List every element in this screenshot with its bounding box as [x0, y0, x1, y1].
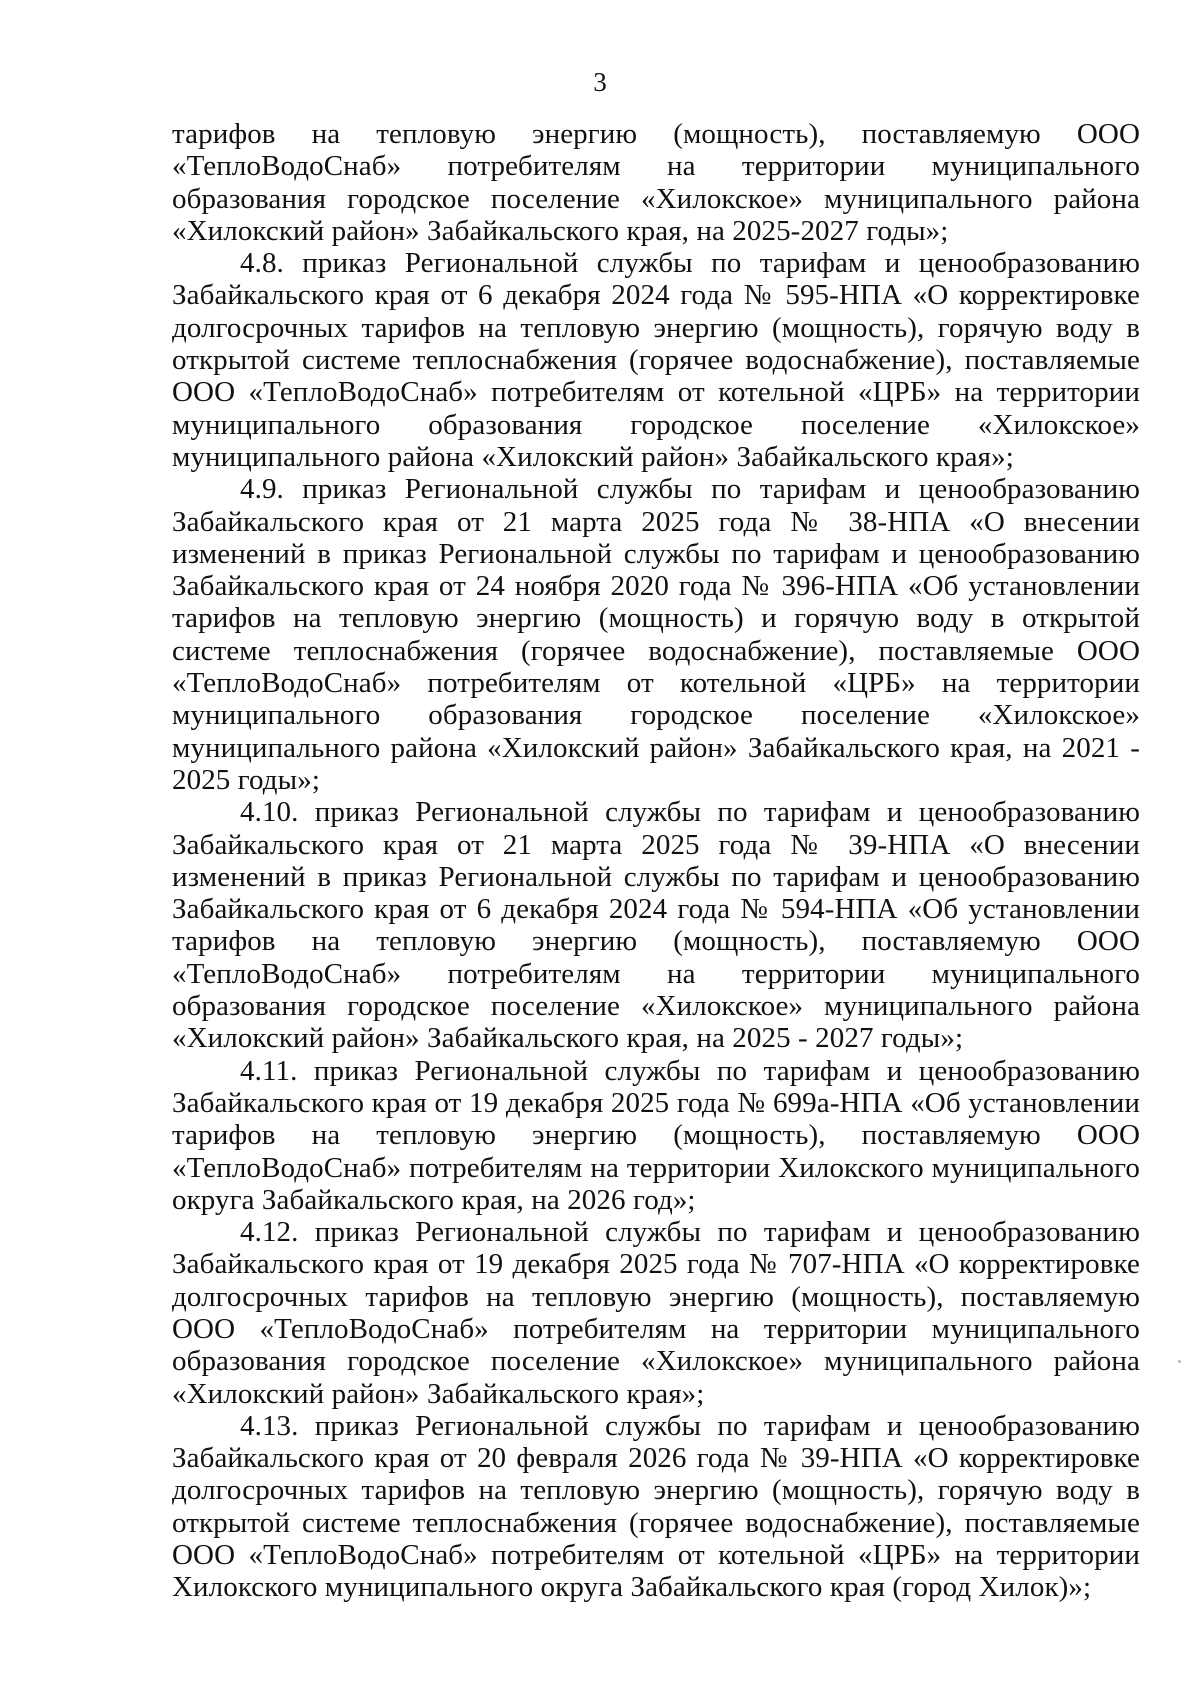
paragraph-item-4-13: 4.13. приказ Региональной службы по тарифам и ценообразованию Забайкальского края от 20 февраля 2026 года № 39-НПА «О корректировке долгосрочных тарифов на тепловую энергию (мощность), горячую воду в открытой системе теплоснабжения (горячее водоснабжение), поставляемые ООО «ТеплоВодоСнаб» потребителям от котельной «ЦРБ» на территории Хилокского муниципального округа Забайкальского края (город Хилок)»; — [172, 1409, 1140, 1604]
paragraph-continuation: тарифов на тепловую энергию (мощность), поставляемую ООО «ТеплоВодоСнаб» потребителям на территории муниципального образования городское поселение «Хилокское» муниципального района «Хилокский район» Забайкальского края, на 2025-2027 годы»; — [172, 118, 1140, 247]
paragraph-item-4-12: 4.12. приказ Региональной службы по тарифам и ценообразованию Забайкальского края от 19 декабря 2025 года № 707-НПА «О корректировке долгосрочных тарифов на тепловую энергию (мощность), поставляемую ООО «ТеплоВодоСнаб» потребителям на территории муниципального образования городское поселение «Хилокское» муниципального района «Хилокский район» Забайкальского края»; — [172, 1216, 1140, 1410]
page-number: 3 — [593, 67, 607, 97]
paragraph-item-4-10: 4.10. приказ Региональной службы по тарифам и ценообразованию Забайкальского края от 21 марта 2025 года № 39-НПА «О внесении изменений в приказ Региональной службы по тарифам и ценообразованию Забайкальского края от 6 декабря 2024 года № 594-НПА «Об установлении тарифов на тепловую энергию (мощность), поставляемую ООО «ТеплоВодоСнаб» потребителям на территории муниципального образования городское поселение «Хилокское» муниципального района «Хилокский район» Забайкальского края, на 2025 - 2027 годы»; — [172, 796, 1140, 1055]
paragraph-item-4-11: 4.11. приказ Региональной службы по тарифам и ценообразованию Забайкальского края от 19 декабря 2025 года № 699а-НПА «Об установлении тарифов на тепловую энергию (мощность), поставляемую ООО «ТеплоВодоСнаб» потребителям на территории Хилокского муниципального округа Забайкальского края, на 2026 год»; — [172, 1054, 1140, 1216]
paragraph-item-4-9: 4.9. приказ Региональной службы по тарифам и ценообразованию Забайкальского края от 21 марта 2025 года № 38-НПА «О внесении изменений в приказ Региональной службы по тарифам и ценообразованию Забайкальского края от 24 ноября 2020 года № 396-НПА «Об установлении тарифов на тепловую энергию (мощность) и горячую воду в открытой системе теплоснабжения (горячее водоснабжение), поставляемые ООО «ТеплоВодоСнаб» потребителям от котельной «ЦРБ» на территории муниципального образования городское поселение «Хилокское» муниципального района «Хилокский район» Забайкальского края, на 2021 - 2025 годы»; — [172, 473, 1140, 796]
document-body — [172, 118, 1140, 1604]
paragraph-item-4-8: 4.8. приказ Региональной службы по тарифам и ценообразованию Забайкальского края от 6 декабря 2024 года № 595-НПА «О корректировке долгосрочных тарифов на тепловую энергию (мощность), горячую воду в открытой системе теплоснабжения (горячее водоснабжение), поставляемые ООО «ТеплоВодоСнаб» потребителям от котельной «ЦРБ» на территории муниципального образования городское поселение «Хилокское» муниципального района «Хилокский район» Забайкальского края»; — [172, 247, 1140, 473]
scan-speck — [1178, 1360, 1181, 1363]
